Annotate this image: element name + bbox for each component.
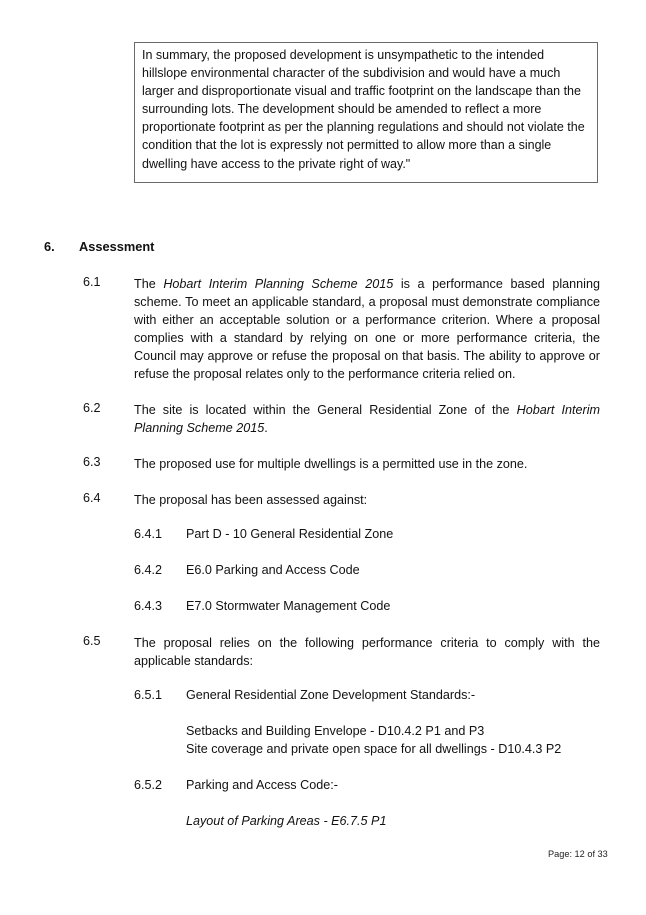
standard-detail: Site coverage and private open space for all dwellings - D10.4.3 P2: [186, 742, 562, 756]
list-item-text: Part D - 10 General Residential Zone: [186, 527, 394, 541]
list-item-text: E6.0 Parking and Access Code: [186, 563, 360, 577]
paragraph-6-1-lead: The: [134, 277, 164, 291]
paragraph-number-6-3: 6.3: [83, 455, 101, 469]
quoted-submission-box: [134, 42, 598, 183]
list-item-text: General Residential Zone Development Standards:-: [186, 688, 476, 702]
paragraph-6-4: The proposal has been assessed against:: [134, 493, 368, 507]
scheme-name: Hobart Interim Planning Scheme 2015: [163, 277, 394, 291]
list-item-number: 6.4.3: [134, 599, 163, 613]
paragraph-6-2-tail: .: [264, 421, 268, 436]
list-item-number: 6.4.1: [134, 527, 163, 541]
paragraph-6-2-lead: The site is located within the General Residential Zone of the: [134, 403, 517, 417]
list-item-text: E7.0 Stormwater Management Code: [186, 599, 391, 613]
list-item-number: 6.5.1: [134, 688, 163, 702]
quoted-submission-text: In summary, the proposed development is unsympathetic to the intended hillslope environmental character of the subdivision and would have a much larger and disproportionate visual and traffic footprint on the landscape than the surrounding lots. The development should be amended to reflect a more proportionate footprint as per the planning regulations and should not violate the condition that the lot is expressly not permitted to allow more than a single dwelling have access to the private right of way.": [142, 48, 585, 171]
paragraph-number-6-5: 6.5: [83, 634, 101, 648]
list-item-text: Parking and Access Code:-: [186, 778, 338, 792]
paragraph-6-2: [134, 401, 600, 437]
scheme-name: Hobart Interim Planning Scheme 2015: [134, 403, 600, 436]
section-number: 6.: [44, 239, 55, 254]
standard-detail: Setbacks and Building Envelope - D10.4.2 P1 and P3: [186, 724, 485, 738]
paragraph-6-5: The proposal relies on the following performance criteria to comply with the applicable standards:: [134, 636, 600, 669]
paragraph-6-3: The proposed use for multiple dwellings is a permitted use in the zone.: [134, 457, 528, 471]
paragraph-6-1: [134, 275, 600, 384]
paragraph-number-6-2: 6.2: [83, 401, 101, 415]
standard-detail: Layout of Parking Areas - E6.7.5 P1: [186, 814, 387, 828]
paragraph-number-6-1: 6.1: [83, 275, 101, 289]
list-item-number: 6.4.2: [134, 563, 163, 577]
paragraph-6-1-rest: is a performance based planning scheme. To meet an applicable standard, a proposal must demonstrate compliance with either an acceptable solution or a performance criterion. Where a proposal complies with a standard by relying on one or more performance criteria, the Council may approve or refuse the proposal on that basis. The ability to approve or refuse the proposal relates only to the performance criteria relied on.: [134, 277, 600, 382]
paragraph-number-6-4: 6.4: [83, 491, 101, 505]
list-item-number: 6.5.2: [134, 778, 163, 792]
section-title: Assessment: [79, 239, 155, 254]
page-number: Page: 12 of 33: [548, 849, 608, 859]
